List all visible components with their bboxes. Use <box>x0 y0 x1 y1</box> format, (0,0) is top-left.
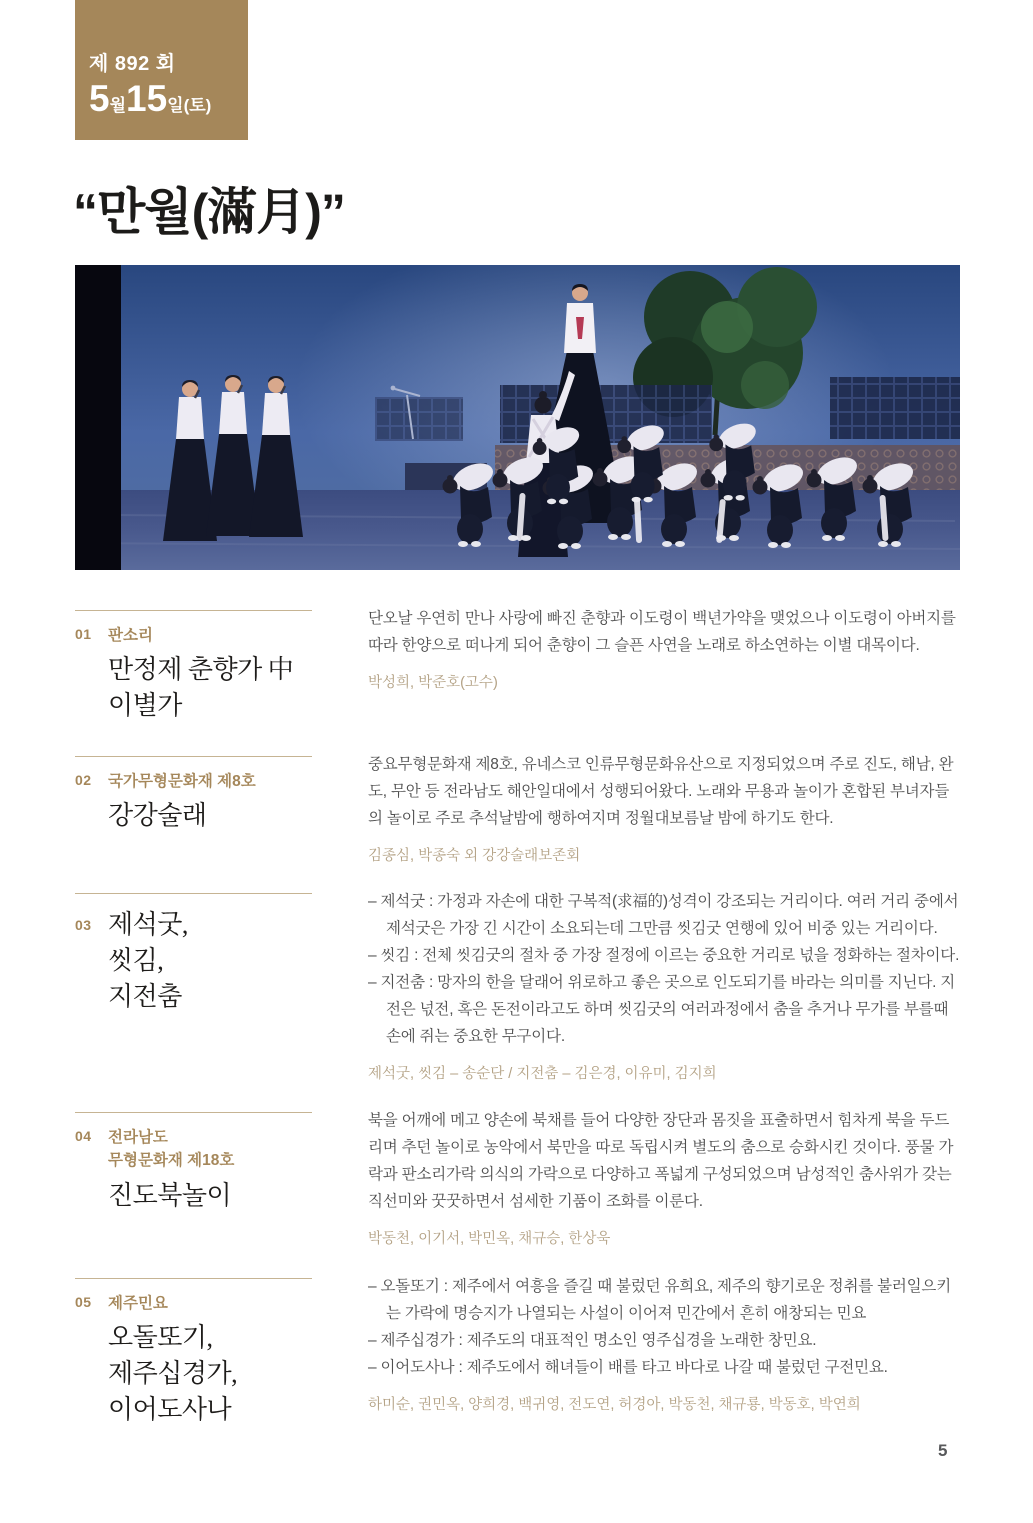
item-performers: 김종심, 박종숙 외 강강술래보존회 <box>368 848 581 864</box>
episode-number: 제 892 회 <box>89 53 176 75</box>
item-title-line: 제석굿, <box>108 910 188 939</box>
item-number: 02 <box>75 772 92 788</box>
page-number: 5 <box>938 1441 948 1460</box>
item-title <box>108 1178 234 1214</box>
stage-photo-illustration <box>75 265 960 570</box>
item-title-line: 지전춤 <box>108 981 182 1011</box>
item-title-line: 만정제 춘향가 中 <box>108 655 294 685</box>
section-divider <box>75 756 312 757</box>
item-category: 판소리 <box>108 627 153 644</box>
item-number: 01 <box>75 626 92 642</box>
item-performers: 하미순, 권민옥, 양희경, 백귀영, 전도연, 허경아, 박동천, 채규룡, 박동호, 박연희 <box>368 1397 861 1413</box>
section-divider <box>75 893 312 894</box>
item-title <box>108 1320 237 1428</box>
section-divider <box>75 610 312 611</box>
item-title-line: 이어도사나 <box>108 1395 232 1424</box>
date-day-label: 일(토) <box>167 96 212 115</box>
stage-curtain <box>75 265 121 570</box>
item-description: 중요무형문화재 제8호, 유네스코 인류무형문화유산으로 지정되었으며 주로 진도, 해남, 완도, 무안 등 전라남도 해안일대에서 성행되어왔다. 노래와 무용과 놀이가 혼합된 부녀자들의 놀이로 주로 추석날밤에 행하여지며 정월대보름날 밤에 하기도 한다. <box>368 756 954 827</box>
item-category-line: 무형문화재 제18호 <box>108 1152 235 1170</box>
program-item-01 <box>75 610 960 724</box>
item-description-bullet: – 오돌또기 : 제주에서 여흥을 즐길 때 불렀던 유희요, 제주의 향기로운 정취를 불러일으키는 가락에 명승지가 나열되는 사설이 이어져 민간에서 흔히 애창되는 민요 <box>368 1278 951 1322</box>
page-title: “만월(滿月)” <box>73 184 345 240</box>
item-title-line: 오돌또기, <box>108 1323 213 1353</box>
item-description-bullet: – 제주십경가 : 제주도의 대표적인 명소인 영주십경을 노래한 창민요. <box>368 1332 817 1349</box>
date-month-label: 월 <box>109 96 127 115</box>
item-category <box>108 1126 234 1173</box>
program-item-02 <box>75 756 960 865</box>
item-title <box>108 652 293 724</box>
item-description-bullet: – 이어도사나 : 제주도에서 해녀들이 배를 타고 바다로 나갈 때 불렀던 구전민요. <box>368 1359 888 1376</box>
item-number: 03 <box>75 917 92 933</box>
item-description-bullet: – 지전춤 : 망자의 한을 달래어 위로하고 좋은 곳으로 인도되기를 바라는 의미를 지닌다. 지전은 넋전, 혹은 돈전이라고도 하며 씻김굿의 여러과정에서 춤을 추거나 무가를 부를때 손에 쥐는 중요한 무구이다. <box>368 974 956 1045</box>
stage-photo <box>75 265 960 570</box>
item-title-line: 이별가 <box>108 691 182 721</box>
item-performers: 박성희, 박준호(고수) <box>368 675 498 691</box>
item-performers: 박동천, 이기서, 박민옥, 채규승, 한상욱 <box>368 1231 611 1247</box>
section-divider <box>75 1278 312 1279</box>
item-title-line: 씻김, <box>108 945 164 975</box>
item-description: 북을 어깨에 메고 양손에 북채를 들어 다양한 장단과 몸짓을 표출하면서 힘차게 북을 두드리며 추던 놀이로 농악에서 북만을 따로 독립시켜 별도의 춤으로 승화시킨 것이다. 풍물 가락과 판소리가락 의식의 가락으로 다양하고 폭넓게 구성되었으며 남성적인 춤사위가 갖는 직선미와 꿋꿋하면서 섬세한 기품이 조화를 이룬다. <box>368 1112 954 1210</box>
program-item-04 <box>75 1112 960 1248</box>
item-category: 제주민요 <box>108 1295 168 1312</box>
item-description-bullet: – 씻김 : 전체 씻김굿의 절차 중 가장 절정에 이르는 중요한 거리로 넋을 정화하는 절차이다. <box>368 947 960 964</box>
performance-date <box>89 80 248 117</box>
singers-group <box>163 375 303 541</box>
item-category: 국가무형문화재 제8호 <box>108 773 256 790</box>
episode-badge <box>75 0 248 140</box>
item-description: 단오날 우연히 만나 사랑에 빠진 춘향과 이도령이 백년가약을 맺었으나 이도령이 아버지를 따라 한양으로 떠나게 되어 춘향이 그 슬픈 사연을 노래로 하소연하는 이별 대목이다. <box>368 610 956 654</box>
item-performers: 제석굿, 씻김 – 송순단 / 지전춤 – 김은경, 이유미, 김지희 <box>368 1066 717 1082</box>
program-item-05 <box>75 1278 960 1428</box>
item-category-line: 전라남도 <box>108 1129 168 1146</box>
item-description-bullet: – 제석굿 : 가정과 자손에 대한 구복적(求福的)성격이 강조되는 거리이다. 여러 거리 중에서 제석굿은 가장 긴 시간이 소요되는데 그만큼 씻김굿 연행에 있어 비중 있는 거리이다. <box>368 893 959 937</box>
date-day: 15 <box>126 78 168 119</box>
section-divider <box>75 1112 312 1113</box>
item-title-line: 제주십경가, <box>108 1359 238 1389</box>
item-title <box>108 907 188 1015</box>
item-title-line: 진도북놀이 <box>108 1180 232 1210</box>
date-month: 5 <box>89 78 110 119</box>
item-number: 04 <box>75 1128 92 1144</box>
program-item-03 <box>75 893 960 1083</box>
item-number: 05 <box>75 1294 92 1310</box>
item-title-line: 강강술래 <box>108 801 207 831</box>
item-title <box>108 798 256 834</box>
